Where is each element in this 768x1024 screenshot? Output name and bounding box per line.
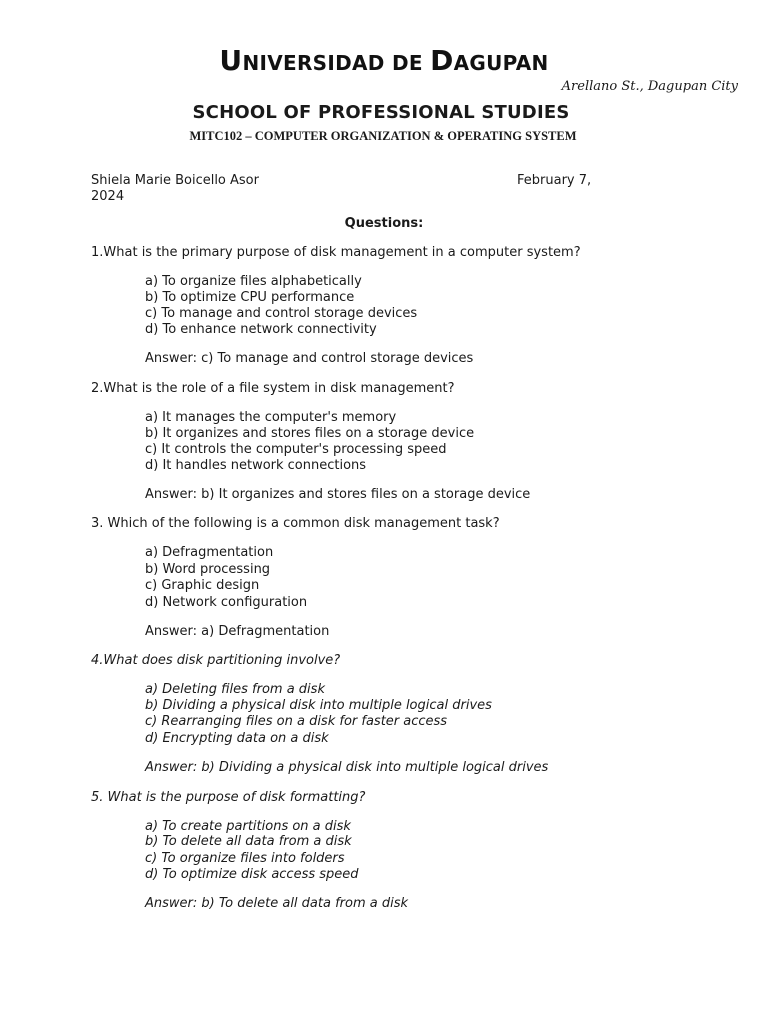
question-2-answer: Answer: b) It organizes and stores files on a storage device [145,487,531,502]
student-name: Shiela Marie Boicello Asor [91,173,259,188]
university-word-2: AGUPAN [453,51,549,75]
university-address [0,79,738,94]
address-text: Arellano St., Dagupan City [561,79,738,94]
question-2-option-a: a) It manages the computer's memory [145,410,397,425]
question-3-option-a: a) Defragmentation [145,545,274,560]
question-3: 3. Which of the following is a common disk management task? [91,516,500,531]
question-5-option-c: c) To organize files into folders [145,851,345,866]
date-line-1: February 7, [517,173,592,188]
question-5-answer: Answer: b) To delete all data from a disk [145,896,409,911]
question-4-option-d: d) Encrypting data on a disk [145,731,329,746]
question-3-option-c: c) Graphic design [145,578,260,593]
question-2-option-b: b) It organizes and stores files on a storage device [145,426,475,441]
university-initial-d: D [430,44,454,77]
question-1-option-a: a) To organize files alphabetically [145,274,362,289]
question-4-option-a: a) Deleting files from a disk [145,682,325,697]
question-1-option-d: d) To enhance network connectivity [145,322,377,337]
question-4-answer: Answer: b) Dividing a physical disk into multiple logical drives [145,760,549,775]
university-word-1: NIVERSIDAD DE [242,51,431,75]
question-2-option-c: c) It controls the computer's processing speed [145,442,447,457]
question-5: 5. What is the purpose of disk formatting? [91,790,366,805]
question-3-answer: Answer: a) Defragmentation [145,624,330,639]
questions-heading: Questions: [344,216,424,231]
school-name: SCHOOL OF PROFESSIONAL STUDIES [192,102,570,123]
university-initial-u: U [219,44,243,77]
question-1-option-b: b) To optimize CPU performance [145,290,355,305]
question-3-option-d: d) Network configuration [145,595,308,610]
question-4-option-c: c) Rearranging files on a disk for faster access [145,714,448,729]
question-2-option-d: d) It handles network connections [145,458,367,473]
question-4-option-b: b) Dividing a physical disk into multiple logical drives [145,698,492,713]
question-3-option-b: b) Word processing [145,562,271,577]
university-name [0,44,768,77]
question-1-answer: Answer: c) To manage and control storage devices [145,351,474,366]
question-1: 1.What is the primary purpose of disk management in a computer system? [91,245,581,260]
date-line-2: 2024 [91,189,125,204]
question-5-option-a: a) To create partitions on a disk [145,819,351,834]
question-4: 4.What does disk partitioning involve? [91,653,341,668]
question-2: 2.What is the role of a file system in disk management? [91,381,455,396]
question-5-option-d: d) To optimize disk access speed [145,867,359,882]
course-title: MITC102 – COMPUTER ORGANIZATION & OPERATING SYSTEM [189,129,577,143]
question-1-option-c: c) To manage and control storage devices [145,306,418,321]
question-5-option-b: b) To delete all data from a disk [145,834,352,849]
